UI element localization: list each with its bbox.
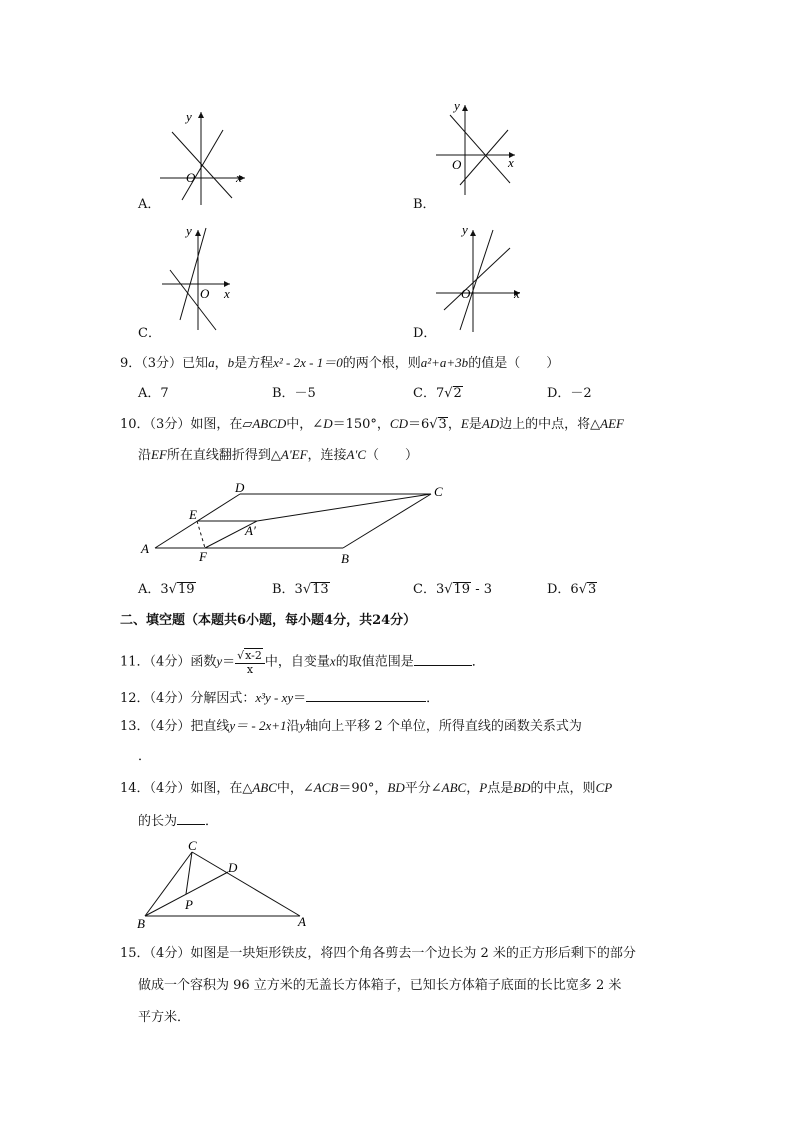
answer-blank[interactable] [414,651,472,666]
graph-d-label: D． [413,326,437,341]
graph-b-x: x [508,155,514,170]
graph-a-origin: O [186,170,196,185]
question-15-line3: 平方米． [138,1010,191,1025]
question-9: 9．（3分）已知a，b是方程x² - 2x - 1＝0的两个根，则a²+a+3b的值是（ ） [120,355,560,371]
fraction: $\frac{√x-2}{x}$ [235,648,265,676]
fig14-label-p: P [185,897,193,912]
q9-option-b[interactable]: B．－5 [272,386,316,401]
q10-parallelogram-figure [135,478,455,568]
graph-b-label: B． [413,197,436,212]
fig10-label-e: E [189,507,197,522]
question-12: 12．（4分）分解因式：x³y - xy＝ ． [120,687,439,708]
fig10-label-a-prime: A′ [245,523,256,538]
question-13: 13．（4分）把直线y＝ - 2x+1沿y轴向上平移 2 个单位，所得直线的函数关系式为 [120,718,582,734]
q14-triangle-figure [130,838,320,933]
question-11: 11．（4分）函数y＝ $\frac{√x-2}{x}$ 中，自变量x的取值范围是 ． [120,649,485,676]
graph-b-figure [420,95,550,215]
fig14-label-a: A [298,914,306,929]
graph-c-label: C． [138,326,161,341]
q9-option-a[interactable]: A．7 [138,386,169,401]
question-14: 14．（4分）如图，在△ABC中，∠ACB＝90°，BD平分∠ABC，P点是BD的中点，则CP [120,780,613,796]
question-15-line2: 做成一个容积为 96 立方米的无盖长方体箱子，已知长方体箱子底面的长比宽多 2 米 [138,978,622,993]
fig10-label-a: A [141,541,149,556]
graph-d-x: x [514,286,520,301]
graph-a-label: A． [138,197,161,212]
graph-c-figure [150,220,260,335]
graph-option-b [420,95,550,215]
question-14-line2: 的长为 ． [138,810,218,831]
graph-b-y: y [454,98,460,113]
q9-option-d[interactable]: D．－2 [547,386,592,401]
fig14-label-c: C [188,838,197,853]
graph-option-c [150,220,260,335]
q10-option-c[interactable]: C．3√19 - 3 [413,582,492,597]
graph-c-origin: O [200,286,210,301]
q10-option-a[interactable]: A．3√19 [138,582,195,597]
answer-blank[interactable] [306,687,426,702]
fig10-label-f: F [199,549,207,564]
fig10-label-b: B [341,551,349,566]
graph-d-origin: O [461,286,471,301]
graph-d-y: y [462,222,468,237]
graph-d-figure [430,220,540,335]
graph-c-y: y [186,223,192,238]
fig14-label-d: D [228,860,238,875]
fig10-label-c: C [434,484,443,499]
fig10-label-d: D [235,480,245,495]
sqrt-sign: √ [429,417,438,432]
graph-option-d [430,220,540,335]
graph-c-x: x [224,286,230,301]
q10-option-b[interactable]: B．3√13 [272,582,329,597]
question-10-line2: 沿EF所在直线翻折得到△A'EF，连接A′C（ ） [138,447,419,463]
question-15-line1: 15．（4分）如图是一块矩形铁皮，将四个角各剪去一个边长为 2 米的正方形后剩下的部分 [120,946,636,961]
answer-blank[interactable] [177,810,205,825]
graph-a-x: x [236,170,242,185]
sqrt-sign: √ [444,386,453,401]
q10-option-d[interactable]: D．6√3 [547,582,597,597]
section-2-heading: 二、填空题（本题共6小题，每小题4分，共24分） [120,613,417,628]
graph-b-origin: O [452,157,462,172]
fig14-label-b: B [137,916,145,931]
question-10-line1: 10．（3分）如图，在▱ABCD中，∠D＝150°，CD＝6√3，E是AD边上的中点，将△AEF [120,416,624,432]
q9-option-c[interactable]: C．7√2 [413,386,462,401]
question-13-line2: ． [138,749,152,764]
graph-a-y: y [186,109,192,124]
